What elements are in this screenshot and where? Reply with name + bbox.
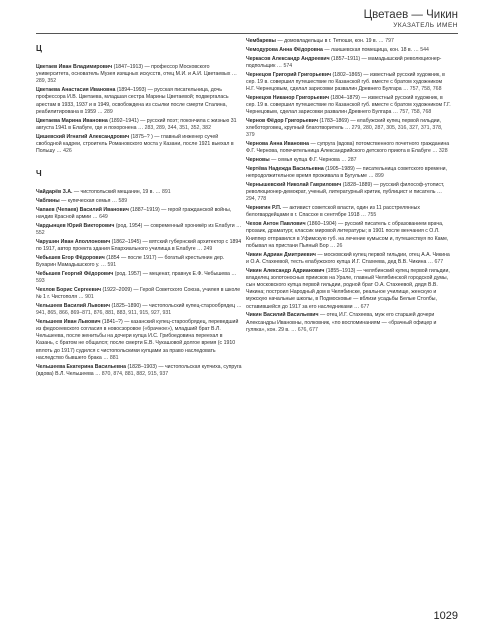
entry-pages: 676, 677 (297, 326, 318, 333)
entry-description: (1922–2009) — Герой Советского Союза, училея в школе № 1 г. Чистополя (36, 286, 241, 301)
index-entry: Черновы — семья купца Ф.Г. Чернова … 287 (246, 157, 357, 164)
entry-description: (1825–1890) — чистопольский купец-старообрядец (111, 302, 236, 309)
index-entry: Цветаев Иван Владимирович (1847–1913) — профессор Московского университета, основатель Музея изящных искусств, отец М.И. и А.И. Цветаевых … 289, 352 (36, 64, 237, 85)
running-header (364, 9, 458, 30)
entry-description: (род. 1957) — меценат, правнук Е.Ф. Чебышева (114, 270, 230, 277)
index-entry: Чернова Анна Ивановна — супруга (вдова) потомственного почетного гражданина Ф.Г. Чернова, попечительница Александрийского детского приюта в Елабуге … 328 (246, 141, 450, 155)
index-entry: Чаблины — купеческая семья … 589 (36, 198, 128, 205)
entry-name: Чернов Фёдор Григорьевич (246, 118, 319, 124)
entry-description: (1802–1865) — известный русский художник, в сер. 19 в. совершил путешествие по Казанской губ. вместе с братом художником Н.Г. Чернецовым, сделал зарисовки развалин Древнего Булгара (246, 71, 445, 92)
entry-name: Чикин Александр Адрианович (246, 267, 325, 274)
entry-name: Чайдарёв З.А. (36, 189, 73, 196)
entry-pages: 677 (434, 258, 444, 265)
entry-pages: 757, 758, 768 (399, 109, 432, 116)
index-entry: Чельшеев Иван Львович (1841–?) — казанский купец-старообрядец, переведший из федосеевского согласия в новосзоровое («брачное»), младший брат В.Л. Чельшеева, после женитьбы на дочери купца И.С. Грибоедовина переехал в Казань, с братом не общался; после смерти Е.В. Чукашовой долгое время (с 1910 вплоть до 1917) судился с чистопольскими купцами за право наследовать наследство бывшего брака … 881 (36, 318, 239, 361)
entry-pages: 591 (107, 262, 117, 269)
entry-pages: 901 (85, 294, 94, 301)
entry-description: (1875–? ) — главный инженер сучей свободной кадреи, строитель Романовского моста у Казани, после 1921 выехал в Польшу (36, 133, 234, 155)
index-entry: Чернецов Григорий Григорьевич (1802–1865) — известный русский художник, в сер. 19 в. совершил путешествие по Казанской губ. вместе с братом художником Н.Г. Чернецовым, сделал зарисовки развалин Древнего Булгара … 757, 758, 768 (246, 71, 445, 92)
entry-name: Цветаева Марина Ивановна (36, 117, 108, 124)
entry-name: Чардынцев Юрий Викторович (36, 222, 115, 229)
entry-name: Чембаревы (246, 38, 276, 44)
entry-pages: 249 (203, 246, 213, 253)
index-entry: Чапаев (Чепаев) Василий Иванович (1887–1919) — герой гражданской войны, начдив Красной армии … 649 (36, 206, 232, 221)
entry-name: Чапаев (Чепаев) Василий Иванович (36, 206, 129, 213)
index-entry: Цветаева Анастасия Ивановна (1894–1993) — русская писательница, дочь профессора И.В. Цветаева, младшая сестра Марины Цветаевой; подвергалась арестам в 1933, 1937 и в 1949, освобождена из ссылки после смерти Сталина, реабилитирована в 1959 … 289 (36, 87, 229, 115)
index-entry: Чехов Антон Павлович (1860–1904) — русский писатель с образованием врача, прозаик, драматург, классик мировой литературы; в 1901 после венчания с О.Л. Книппер отправился в Уфимскую губ. на лечение кумысом и, путешествуя по Каме, побывал на пристани Пьяный Бор … 26 (246, 221, 449, 249)
entry-pages: 294, 778 (246, 196, 267, 203)
entry-pages: 574 (283, 62, 293, 69)
running-header-subtitle: УКАЗАТЕЛЬ ИМЕН (393, 22, 458, 29)
entry-description: — активист советской власти, один из 11 расстрелянных белогвардейцами в г. Спасске в сентябре 1918 (246, 205, 420, 219)
entry-pages: 755 (367, 212, 377, 219)
running-header-title: Цветаев — Чикин (363, 9, 458, 21)
entry-name: Чарушин Иван Аполлонович (36, 238, 111, 245)
entry-name: Чертёва Надежда Васильевна (246, 166, 324, 172)
index-entry: Чернецов Никанор Григорьевич (1804–1879) — известный русский художник, в сер. 19 в. совершил путешествие по Казанской губ. вместе с братом художником Г.Г. Чернецовым, сделал зарисовки развалин Древнего Булгара … 757, 758, 768 (246, 94, 451, 116)
entry-name: Чебышев Егор Фёдорович (36, 254, 105, 261)
index-entry: Чикин Василий Васильевич — отец И.Г. Стахеева, муж его старшей дочери Александры Ивановны, полковник, «по воспоминаниям — «брачный офицер и гуляка», кон. 29 в. … 676, 677 (246, 312, 437, 333)
page-number: 1029 (433, 610, 458, 622)
entry-name: Чернецов Никанор Григорьевич (246, 94, 330, 101)
header-rule (36, 33, 458, 34)
index-entry: Чардынцев Юрий Викторович (род. 1954) — современный хроникёр из Елабуги … 552 (36, 222, 242, 237)
left-column (36, 38, 242, 380)
index-entry: Чебышев Георгий Фёдорович (род. 1957) — меценат, правнук Е.Ф. Чебышева … 593 (36, 270, 237, 285)
entry-name: Чернецов Григорий Григорьевич (246, 71, 332, 78)
index-entry: Чайдарёв З.А. — чистопольский мещанин, 19 в. … 891 (36, 189, 171, 196)
right-column (246, 38, 452, 336)
entry-name: Чернова Анна Ивановна (246, 141, 310, 148)
entry-pages: 283, 289, 344, 351, 352, 382 (144, 124, 211, 131)
index-entry: Чебышев Егор Фёдорович (1854 — после 1917) — богатый крестьянин дер. Бухарин Мамадышского у. … 591 (36, 254, 225, 269)
entry-pages: 797 (385, 38, 394, 44)
index-entry: Чельшеев Василий Львович (1825–1890) — чистопольский купец-старообрядец … 941, 865, 866, 869–871, 876, 881, 883, 911, 915, 927, 931 (36, 302, 242, 317)
index-entry: Чарушин Иван Аполлонович (1862–1945) — вятский губернский архитектор с 1894 по 1917, автор проекта здания Епархиального училища в Елабуге … 249 (36, 238, 242, 253)
index-entry: Чикин Александр Адрианович (1855–1913) — челябинский купец первой гильдии, владелец золотоносных приисков на Урале, главный Челябинской городской думы, сын московского купца первой гильдии, родной брат О.А. Стахеевой, дядя В.В. Чикина; построил Народный дом в Челябинске, реальное училище, женскую и мужскую начальные школы, в Подмосковье — вблизи усадьбы Белые Столбы, оставившейся до 1917 за его наследниками … 677 (246, 267, 450, 310)
index-entry: Черкасов Александр Андреевич (1857–1911) — мамадышский революционер-подпольщик … 574 (246, 55, 442, 69)
entry-description: (1860–1904) — русский писатель с образованием врача, прозаик, драматург, классик мировой литературы; в 1901 после венчания с О.Л. Книппер отправился в Уфимскую губ. на лечение кумысом и, путешествуя по Каме, побывал на пристани Пьяный Бор (246, 221, 449, 249)
index-entry: Чернышевский Николай Гаврилович (1828–1889) — русский философ-утопист, революционер-демократ, ученый, литературный критик, публицист и писатель … 294, 778 (246, 182, 445, 203)
entry-pages: 881 (109, 354, 119, 361)
entry-description: — домовладельцы в г. Тетюши, кон. 19 в. (277, 38, 378, 44)
entry-name: Чельшеев Иван Львович (36, 318, 101, 325)
entry-pages: 757, 758, 768 (409, 86, 442, 92)
entry-pages: 289, 352 (36, 78, 57, 85)
entry-description: (1892–1941) — русский поэт; покончила с жизнью 31 августа 1941 в Елабуге, где и похоронена (36, 117, 237, 131)
entry-description: (1828–1903) — чистопольская купчиха, супруга (вдова) В.Л. Чельшеева (36, 363, 242, 377)
index-entry: Чернов Фёдор Григорьевич (1783–1869) — елабужский купец первой гильдии, хлеботорговец, крупный благотворитель … 279, 280, 287, 305, 316, 327, 371, 378, 379 (246, 118, 443, 139)
entry-description: (род. 1954) — современный хроникёр из Елабуги (115, 222, 235, 229)
entry-name: Цветаева Анастасия Ивановна (36, 87, 116, 94)
index-entry: Чельшеева Екатерина Васильевна (1828–1903) — чистопольская купчиха, супруга (вдова) В.Л. Чельшеева … 870, 874, 881, 882, 915, 937 (36, 363, 242, 377)
entry-name: Черкасов Александр Андреевич (246, 55, 330, 62)
index-entry: Чикин Адриан Дмитриевич — московский купец первой гильдии, отец А.А. Чикина и О.А. Стахеевой, тесть елабужского купца И.Г. Стахеева, дед В.В. Чикина … 677 (246, 251, 450, 265)
entry-name: Чехлов Борис Сергеевич (36, 286, 102, 293)
entry-description: (1905–1989) — писательница советского времени, непродолжительное время проживала в Бугульме (246, 166, 448, 180)
entry-description: — купеческая семья (61, 198, 111, 205)
entry-name: Чернигин Р.П. (246, 205, 282, 212)
index-entry: Чембаревы — домовладельцы в г. Тетюши, кон. 19 в. … 797 (246, 38, 394, 44)
entry-pages: 899 (375, 173, 384, 180)
entry-pages: 287 (347, 157, 357, 164)
entry-description: (1887–1919) — герой гражданской войны, начдив Красной армии (36, 206, 232, 221)
entry-description: (1847–1913) — профессор Московского университета, основатель Музея изящных искусств, отец М.И. и А.И. Цветаевых (36, 64, 231, 78)
entry-pages: 593 (36, 278, 45, 285)
entry-pages: 544 (420, 46, 429, 53)
entry-name: Черновы (246, 157, 270, 164)
index-entry: Цишевский Игнатий Александрович (1875–? ) — главный инженер сучей свободной кадреи, строитель Романовского моста у Казани, после 1921 выехал в Польшу … 426 (36, 133, 234, 155)
entry-description: — лаишевская помещица, кон. 18 в. (324, 46, 413, 53)
entry-description: — отец И.Г. Стахеева, муж его старшей дочери Александры Ивановны, полковник, «по воспоминаниям — «брачный офицер и гуляка», кон. 29 в. (246, 312, 437, 333)
entry-name: Цишевский Игнатий Александрович (36, 133, 130, 140)
entry-pages: 677 (360, 303, 370, 310)
entry-pages: 328 (438, 148, 448, 155)
entry-name: Чельшеев Василий Львович (36, 302, 111, 309)
entry-description: (1894–1993) — русская писательница, дочь профессора И.В. Цветаева, младшая сестра Марины Цветаевой; подвергалась арестам в 1933, 1937 и в 1949, освобождена из ссылки после смерти Сталина, реабилитирована в 1959 (36, 87, 229, 115)
entry-description: — московский купец первой гильдии, отец А.А. Чикина и О.А. Стахеевой, тесть елабужского купца И.Г. Стахеева, дед В.В. Чикина (246, 251, 450, 265)
entry-pages: 26 (336, 242, 343, 249)
entry-name: Чебышев Георгий Фёдорович (36, 270, 114, 277)
index-entry: Чемодурова Анна Фёдоровна — лаишевская помещица, кон. 18 в. … 544 (246, 46, 429, 53)
entry-name: Чаблины (36, 198, 60, 205)
entry-description: (1857–1911) — мамадышский революционер-подпольщик (246, 55, 442, 69)
index-letter: Ц (36, 44, 42, 53)
entry-description: (1828–1889) — русский философ-утопист, революционер-демократ, ученый, литературный критик, публицист и писатель (246, 182, 445, 196)
entry-pages: 279, 280, 287, 305, 316, 327, 371, 378, 379 (246, 125, 443, 139)
entry-name: Чемодурова Анна Фёдоровна (246, 46, 323, 53)
entry-description: (1783–1869) — елабужский купец первой гильдии, хлеботорговец, крупный благотворитель (246, 118, 441, 132)
entry-pages: 941, 865, 866, 869–871, 876, 881, 883, 911, 915, 927, 931 (36, 310, 172, 317)
entry-name: Чехов Антон Павлович (246, 221, 306, 228)
entry-pages: 289 (104, 108, 113, 115)
index-entry: Цветаева Марина Ивановна (1892–1941) — русский поэт; покончила с жизнью 31 августа 1941 в Елабуге, где и похоронена … 283, 289, 344, 351, 352, 382 (36, 117, 237, 131)
index-entry: Чертёва Надежда Васильевна (1905–1989) — писательница советского времени, непродолжительное время проживала в Бугульме … 899 (246, 166, 448, 180)
entry-description: — чистопольский мещанин, 19 в. (73, 189, 154, 196)
entry-pages: 649 (99, 214, 108, 221)
entry-name: Чикин Василий Васильевич (246, 312, 319, 319)
entry-pages: 589 (118, 198, 128, 205)
entry-pages: 552 (36, 230, 45, 237)
entry-description: (1855–1913) — челябинский купец первой гильдии, владелец золотоносных приисков на Урале, главный Челябинской городской думы, сын московского купца первой гильдии, родной брат О.А. Стахеевой, дядя В.В. Чикина; построил Народный дом в Челябинске, реальное училище, женскую и мужскую начальные школы, в Подмосковье — вблизи усадьбы Белые Столбы, оставившейся до 1917 за его наследниками (246, 267, 450, 310)
entry-pages: 891 (161, 189, 171, 196)
entry-description: (1854 — после 1917) — богатый крестьянин дер. Бухарин Мамадышского у. (36, 254, 225, 269)
entry-name: Цветаев Иван Владимирович (36, 64, 113, 70)
entry-description: (1862–1945) — вятский губернский архитектор с 1894 по 1917, автор проекта здания Епархиального училища в Елабуге (36, 238, 242, 253)
index-letter: Ч (36, 169, 42, 179)
entry-description: (1804–1879) — известный русский художник, в сер. 19 в. совершил путешествие по Казанской губ. вместе с братом художником Г.Г. Чернецовым, сделал зарисовки развалин Древнего Булгара (246, 94, 451, 116)
entry-pages: 426 (63, 148, 72, 155)
entry-description: (1841–?) — казанский купец-старообрядец, переведший из федосеевского согласия в новосзоровое («брачное»), младший брат В.Л. Чельшеева, после женитьбы на дочери купца И.С. Грибоедовина переехал в Казань, с братом не общался; после смерти Е.В. Чукашовой долгое время (с 1910 вплоть до 1917) судился с чистопольскими купцами за право наследовать наследство бывшего брака (36, 318, 239, 361)
entry-pages: 870, 874, 881, 882, 915, 937 (101, 370, 169, 377)
index-entry: Чернигин Р.П. — активист советской власти, один из 11 расстрелянных белогвардейцами в г. Спасске в сентябре 1918 … 755 (246, 205, 420, 219)
entry-name: Чикин Адриан Дмитриевич (246, 251, 316, 258)
entry-description: — семья купца Ф.Г. Чернова (271, 157, 340, 164)
index-entry: Чехлов Борис Сергеевич (1922–2009) — Герой Советского Союза, училея в школе № 1 г. Чистополя … 901 (36, 286, 241, 301)
entry-name: Чельшеева Екатерина Васильевна (36, 363, 127, 370)
entry-description: — супруга (вдова) потомственного почетного гражданина Ф.Г. Чернова, попечительница Александрийского детского приюта в Елабуге (246, 141, 450, 155)
entry-name: Чернышевский Николай Гаврилович (246, 182, 342, 188)
